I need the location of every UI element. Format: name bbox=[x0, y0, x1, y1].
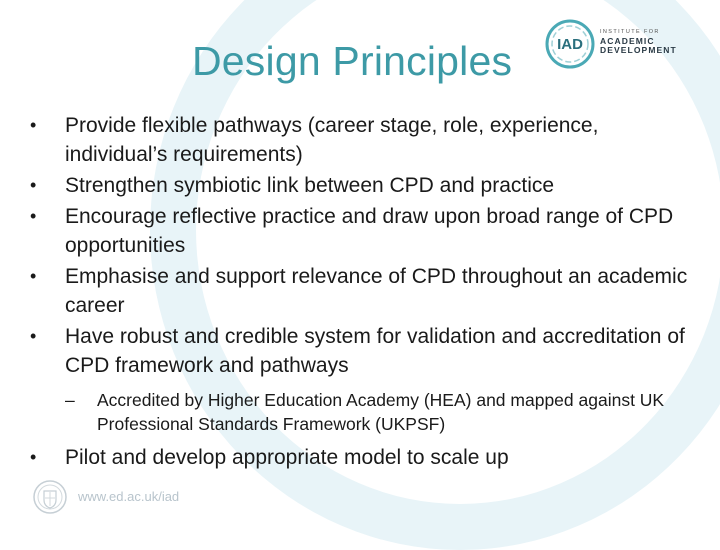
bullet-item bbox=[30, 443, 705, 472]
university-crest-icon bbox=[32, 477, 68, 517]
bullet-text: Emphasise and support relevance of CPD throughout an academic career bbox=[65, 265, 688, 317]
bullet-item bbox=[30, 322, 705, 436]
sub-bullet-text: Accredited by Higher Education Academy (HEA) and mapped against UK Professional Standards Framework (UKPSF) bbox=[97, 390, 665, 434]
bullet-text: Encourage reflective practice and draw upon broad range of CPD opportunities bbox=[65, 205, 674, 257]
iad-logo bbox=[544, 18, 684, 70]
logo-line-academic: ACADEMIC bbox=[600, 35, 655, 46]
slide-title: Design Principles bbox=[192, 38, 513, 84]
bullet-dot: • bbox=[30, 266, 37, 286]
sub-bullet-dash: – bbox=[65, 390, 75, 410]
bullet-item bbox=[30, 202, 705, 260]
bullet-dot: • bbox=[30, 326, 37, 346]
sub-bullet-list bbox=[65, 388, 705, 436]
bullet-text: Have robust and credible system for validation and accreditation of CPD framework and pathways bbox=[65, 325, 685, 377]
logo-line-institute: INSTITUTE FOR bbox=[600, 29, 660, 35]
bullet-item bbox=[30, 111, 705, 169]
bullet-dot: • bbox=[30, 175, 37, 195]
bullet-text: Pilot and develop appropriate model to scale up bbox=[65, 446, 509, 469]
bullet-text: Provide flexible pathways (career stage, role, experience, individual’s requirements) bbox=[65, 114, 599, 166]
bullet-dot: • bbox=[30, 447, 37, 467]
sub-bullet-item bbox=[65, 388, 705, 436]
bullet-text: Strengthen symbiotic link between CPD and practice bbox=[65, 174, 555, 197]
logo-line-development: DEVELOPMENT bbox=[600, 45, 677, 55]
bullet-item bbox=[30, 171, 705, 200]
logo-mark-text: IAD bbox=[557, 36, 583, 53]
logo-text bbox=[600, 30, 677, 55]
bullet-list bbox=[30, 111, 705, 474]
bullet-item bbox=[30, 262, 705, 320]
bullet-dot: • bbox=[30, 115, 37, 135]
footer-url[interactable]: www.ed.ac.uk/iad bbox=[78, 489, 180, 504]
iad-logo-icon bbox=[544, 18, 596, 70]
bullet-dot: • bbox=[30, 206, 37, 226]
